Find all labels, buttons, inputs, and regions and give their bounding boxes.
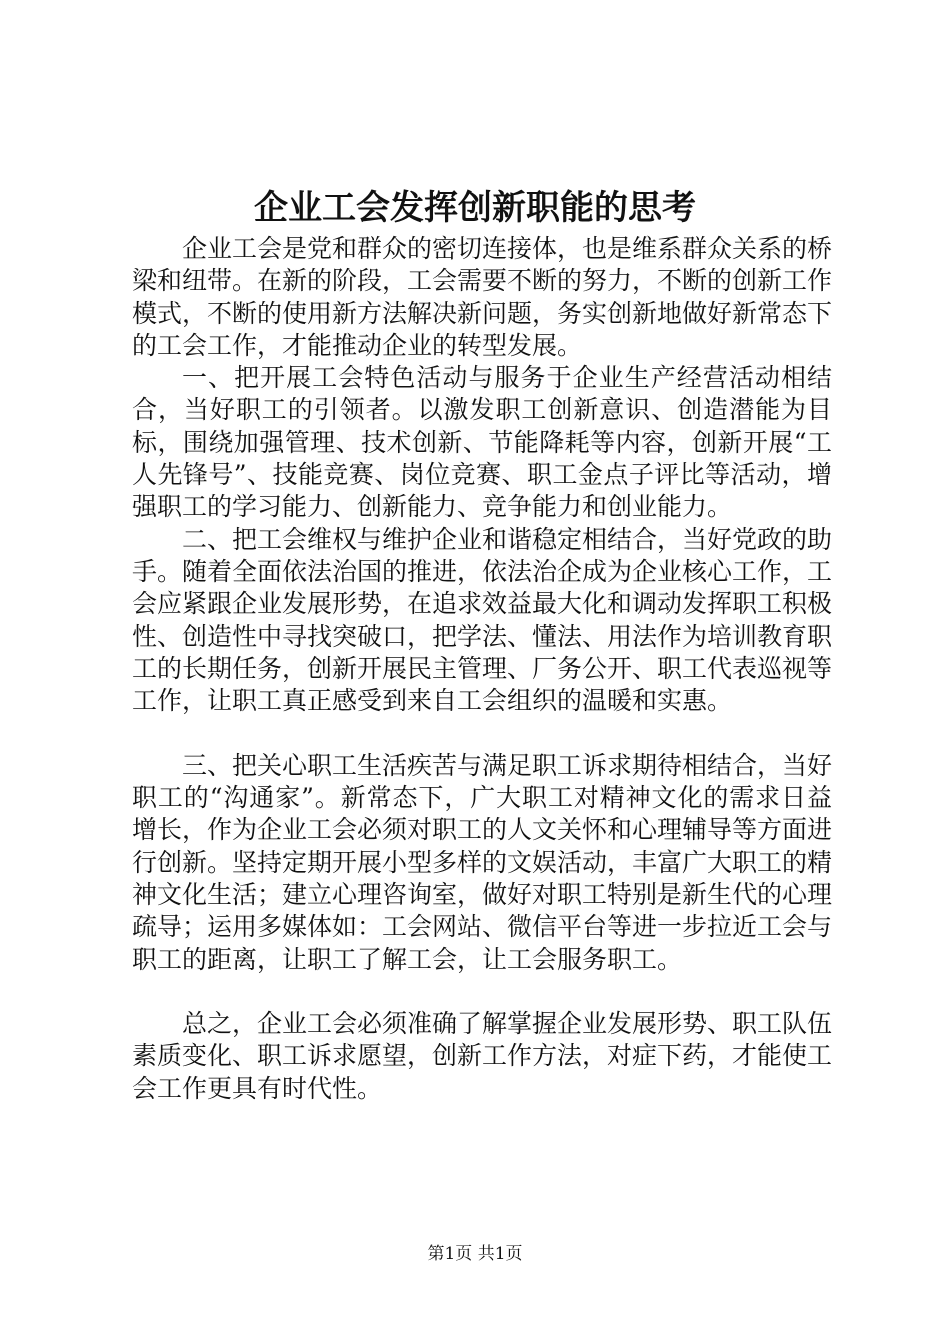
page-footer xyxy=(0,1243,950,1265)
paragraph-point-two: 二、把工会维权与维护企业和谐稳定相结合，当好党政的助手。随着全面依法治国的推进，依法治企成为企业核心工作，工会应紧跟企业发展形势，在追求效益最大化和调动发挥职工积极性、创造性中寻找突破口，把学法、懂法、用法作为培训教育职工的长期任务，创新开展民主管理、厂务公开、职工代表巡视等工作，让职工真正感受到来自工会组织的温暖和实惠。 xyxy=(132,524,833,716)
paragraph-conclusion: 总之，企业工会必须准确了解掌握企业发展形势、职工队伍素质变化、职工诉求愿望，创新工作方法，对症下药，才能使工会工作更具有时代性。 xyxy=(132,1009,833,1103)
paragraph-point-three: 三、把关心职工生活疾苦与满足职工诉求期待相结合，当好职工的“沟通家”。新常态下，广大职工对精神文化的需求日益增长，作为企业工会必须对职工的人文关怀和心理辅导等方面进行创新。坚持定期开展小型多样的文娱活动，丰富广大职工的精神文化生活；建立心理咨询室，做好对职工特别是新生代的心理疏导；运用多媒体如：工会网站、微信平台等进一步拉近工会与职工的距离，让职工了解工会，让工会服务职工。 xyxy=(132,750,833,974)
document-body xyxy=(132,233,832,1105)
paragraph-intro: 企业工会是党和群众的密切连接体，也是维系群众关系的桥梁和纽带。在新的阶段，工会需要不断的努力，不断的创新工作模式，不断的使用新方法解决新问题，务实创新地做好新常态下的工会工作，才能推动企业的转型发展。 xyxy=(132,234,833,360)
document-title: 企业工会发挥创新职能的思考 xyxy=(254,188,696,228)
page-number: 第1页 xyxy=(427,1244,473,1264)
page-total: 共1页 xyxy=(477,1244,523,1264)
paragraph-point-one: 一、把开展工会特色活动与服务于企业生产经营活动相结合，当好职工的引领者。以激发职工创新意识、创造潜能为目标，围绕加强管理、技术创新、节能降耗等内容，创新开展“工人先锋号”、技能竞赛、岗位竞赛、职工金点子评比等活动，增强职工的学习能力、创新能力、竞争能力和创业能力。 xyxy=(132,363,832,522)
